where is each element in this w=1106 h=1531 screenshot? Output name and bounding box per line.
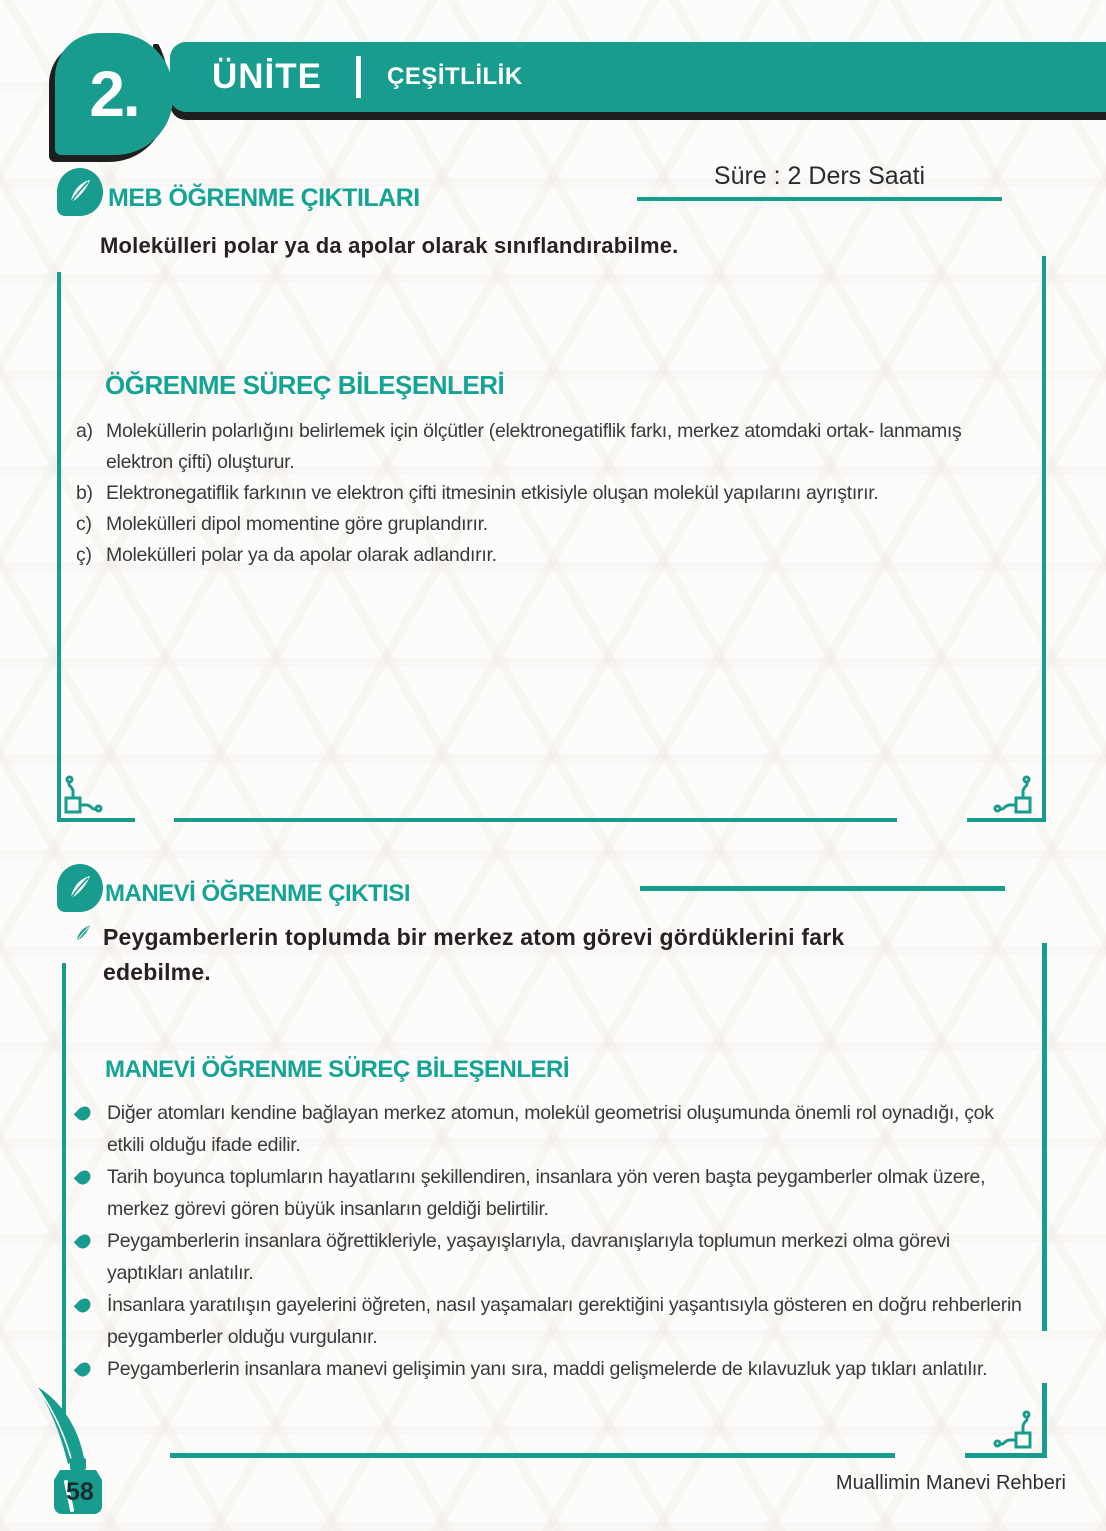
bullet-item xyxy=(74,1226,1030,1289)
box2-left-border xyxy=(62,963,66,1431)
corner-ornament-icon xyxy=(988,1405,1036,1453)
list-text: Moleküllerin polarlığını belirlemek için ölçütler (elektronegatiflik farkı, merkez atomdaki ortak- lanmamış elektron çifti) oluşturur. xyxy=(106,420,962,473)
bullet-item xyxy=(74,1354,1030,1386)
manevi-surec-heading: MANEVİ ÖĞRENME SÜREÇ BİLEŞENLERİ xyxy=(105,1056,570,1083)
footer-corner-vertical xyxy=(1042,1383,1047,1458)
unit-label: ÜNİTE xyxy=(212,57,322,96)
bullet-item xyxy=(74,1098,1030,1161)
list-item xyxy=(76,509,1022,540)
box1-bottom-border-right xyxy=(967,818,1046,822)
manevi-heading: MANEVİ ÖĞRENME ÇIKTISI xyxy=(105,880,411,907)
bullet-text: Tarih boyunca toplumların hayatlarını şekillendiren, insanlara yön veren başta peygamberler olmak üzere, merkez görevi gören büyük insanların geldiği belirtilir. xyxy=(107,1166,986,1220)
list-marker: a) xyxy=(76,420,93,442)
footer-corner-horizontal xyxy=(965,1453,1047,1458)
manevi-heading-rule xyxy=(640,886,1005,891)
corner-ornament-icon xyxy=(60,770,108,818)
list-item xyxy=(76,540,1022,571)
leaf-bullet-icon xyxy=(74,1296,94,1316)
bullet-text: İnsanlara yaratılışın gayelerini öğreten, nasıl yaşamaları gerektiğini yaşantısıyla gösteren en doğru rehberlerin peygamberler olduğu vurgulanır. xyxy=(107,1294,1022,1348)
list-text: Elektronegatiflik farkının ve elektron çifti itmesinin etkisiyle oluşan molekül yapılarını ayrıştırır. xyxy=(106,482,879,504)
list-text: Molekülleri dipol momentine göre gruplandırır. xyxy=(106,513,488,535)
feather-bullet-icon xyxy=(72,922,94,946)
bullet-text: Peygamberlerin insanlara öğrettikleriyle, yaşayışlarıyla, davranışlarıyla toplumun merkezi olma görevi yaptıkları anlatılır. xyxy=(107,1230,950,1284)
unit-number-badge xyxy=(55,33,173,155)
leaf-bullet-icon xyxy=(74,1360,94,1380)
list-marker: c) xyxy=(76,513,92,535)
duration-label: Süre : 2 Ders Saati xyxy=(637,162,1002,201)
feather-icon xyxy=(57,864,103,912)
unit-banner xyxy=(170,42,1106,112)
list-item xyxy=(76,478,1022,509)
unit-title: ÇEŞİTLİLİK xyxy=(387,63,523,90)
leaf-bullet-icon xyxy=(74,1104,94,1124)
list-item xyxy=(76,416,1022,478)
footer-rule xyxy=(170,1453,895,1458)
banner-divider xyxy=(356,56,361,98)
box1-bottom-border-left xyxy=(57,818,135,822)
leaf-bullet-icon xyxy=(74,1168,94,1188)
list-text: Molekülleri polar ya da apolar olarak adlandırır. xyxy=(106,544,497,566)
bullet-text: Diğer atomları kendine bağlayan merkez atomun, molekül geometrisi oluşumunda önemli rol oynadığı, çok etkili olduğu ifade edilir. xyxy=(107,1102,994,1156)
meb-outcome: Molekülleri polar ya da apolar olarak sınıflandırabilme. xyxy=(100,233,679,258)
footer-book-title: Muallimin Manevi Rehberi xyxy=(835,1472,1066,1494)
manevi-outcome: Peygamberlerin toplumda bir merkez atom görevi gördüklerini fark edebilme. xyxy=(103,924,845,985)
surec-heading: ÖĞRENME SÜREÇ BİLEŞENLERİ xyxy=(105,370,505,400)
box2-right-border xyxy=(1042,943,1047,1331)
box1-right-border xyxy=(1042,256,1046,822)
bullet-item xyxy=(74,1290,1030,1353)
box1-bottom-border-middle xyxy=(174,818,897,822)
corner-ornament-icon xyxy=(988,770,1036,818)
unit-number: 2. xyxy=(89,58,139,130)
surec-list xyxy=(76,416,1022,571)
manevi-surec-list xyxy=(74,1098,1030,1387)
meb-heading: MEB ÖĞRENME ÇIKTILARI xyxy=(108,184,420,212)
leaf-bullet-icon xyxy=(74,1232,94,1252)
feather-icon xyxy=(57,168,103,216)
list-marker: ç) xyxy=(76,544,92,566)
bullet-text: Peygamberlerin insanlara manevi gelişimin yanı sıra, maddi gelişmelerde de kılavuzluk yap tıkları anlatılır. xyxy=(107,1358,988,1380)
box1-left-border xyxy=(57,272,61,822)
bullet-item xyxy=(74,1162,1030,1225)
feather-glyph xyxy=(64,872,96,904)
list-marker: b) xyxy=(76,482,93,504)
feather-glyph xyxy=(64,176,96,208)
page-number: 58 xyxy=(66,1478,94,1506)
